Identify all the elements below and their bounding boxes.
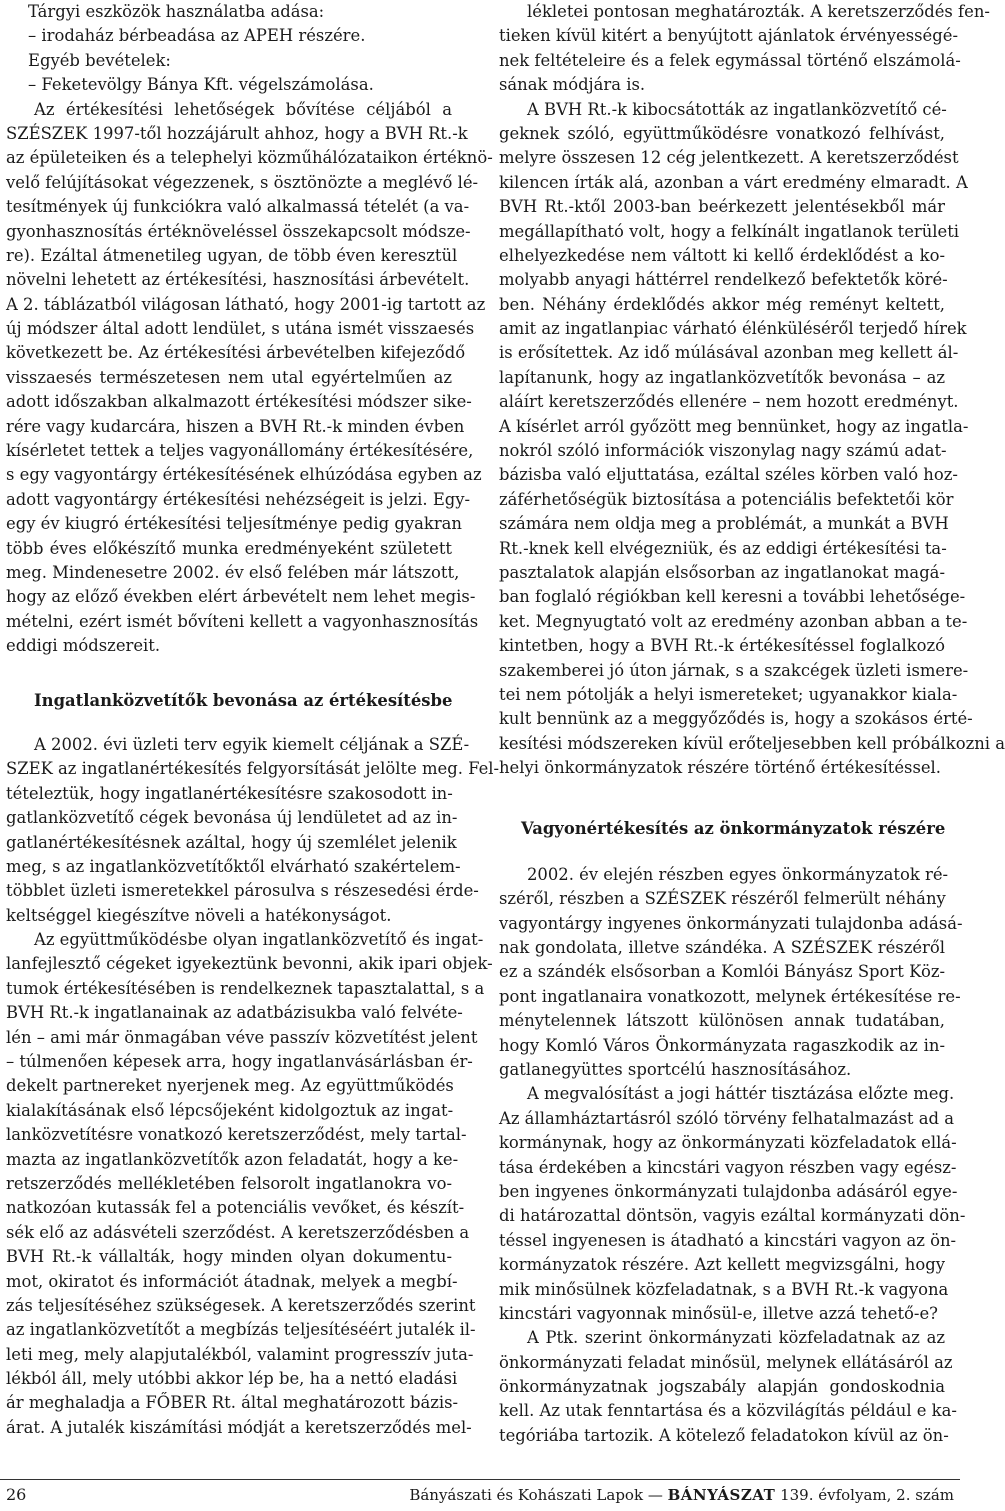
journal-issue: 139. évfolyam, 2. szám (780, 1486, 954, 1504)
paragraph-line: pasztalatok alapján elsősorban az ingatlanokat magá- (499, 562, 945, 582)
paragraph-line: növelni lehetett az értékesítési, hasznosítási árbevételt. (6, 270, 470, 290)
paragraph-line: dekelt partnereket nyerjenek meg. Az együttműködés (6, 1076, 454, 1096)
paragraph-line: megállapítható volt, hogy a felkínált ingatlanok területi (499, 221, 960, 241)
paragraph-line: BVH Rt.-ktől 2003-ban beérkezett jelentésekből már (499, 197, 945, 217)
paragraph-line: önkormányzatnak jogszabály alapján gondoskodnia (499, 1377, 945, 1397)
paragraph-line: A 2002. évi üzleti terv egyik kiemelt céljának a SZÉ- (34, 734, 470, 754)
section-heading: Ingatlanközvetítők bevonása az értékesítésbe (34, 690, 453, 710)
paragraph-line: – túlmenően képesek arra, hogy ingatlanvásárlásban ér- (6, 1052, 473, 1072)
paragraph-line: mazta az ingatlanközvetítők azon feladatát, hogy a ke- (6, 1149, 459, 1169)
paragraph-line: helyi önkormányzatok részére történő értékesítéssel. (499, 758, 942, 778)
spacer (499, 781, 945, 817)
paragraph-line: számára nem oldja meg a problémát, a munkát a BVH (499, 514, 949, 534)
paragraph-line: ban foglaló régiókban kell keresni a további lehetősége- (499, 587, 966, 607)
paragraph-line: amit az ingatlanpiac várható élénküléséről terjedő hírek (499, 319, 967, 339)
paragraph-line: molyabb anyagi háttérrel rendelkező befektetők köré- (499, 270, 948, 290)
paragraph-line: A BVH Rt.-k kibocsátották az ingatlanközvetítő cé- (527, 99, 947, 119)
paragraph-line: kell. Az utak fenntartása és a közvilágítás például e ka- (499, 1401, 957, 1421)
paragraph-line: következett be. Az értékesítési árbevételben kifejeződő (6, 343, 466, 363)
paragraph-line: pont ingatlanaira vonatkozott, melynek értékesítése re- (499, 986, 961, 1006)
paragraph-line: kesítési módszereken kívül erőteljesebben kell próbálkozni a (499, 733, 1005, 753)
intro-line: – irodaház bérbeadása az APEH részére. (28, 26, 366, 46)
paragraph-line: melyre összesen 12 cég jelentkezett. A keretszerződést (499, 148, 959, 168)
spacer (6, 659, 452, 689)
intro-line: Egyéb bevételek: (28, 50, 171, 70)
paragraph-line: lapítanunk, hogy az ingatlanközvetítők bevonása – az (499, 367, 945, 387)
paragraph-line: önkormányzati feladat minősül, melynek ellátásáról az (499, 1352, 953, 1372)
paragraph-line: kormányzatok részére. Azt kellett megvizsgálni, hogy (499, 1255, 945, 1275)
paragraph-line: Rt.-knek kell elvégezniük, és az eddigi értékesítési ta- (499, 538, 947, 558)
paragraph-line: széről, részben a SZÉSZEK részéről felmerült néhány (499, 889, 946, 909)
paragraph-line: kormánynak, hogy az önkormányzati közfeladatok ellá- (499, 1133, 957, 1153)
paragraph-line: az ingatlanközvetítőt a megbízás teljesítéséért jutalék il- (6, 1320, 476, 1340)
intro-line: Tárgyi eszközök használatba adása: (28, 2, 325, 21)
paragraph-line: keltséggel kiegészítve növeli a hatékonyságot. (6, 905, 392, 925)
paragraph-line: bázisba való eljuttatása, ezáltal széles körben való hoz- (499, 465, 958, 485)
paragraph-line: geknek szóló, együttműködésre vonatkozó felhívást, (499, 123, 945, 143)
paragraph-line: tása érdekében a kincstári vagyon részben vagy egész- (499, 1157, 957, 1177)
page-footer (0, 1470, 960, 1511)
journal-prefix: Bányászati és Kohászati Lapok (409, 1486, 644, 1504)
paragraph-line: gatlanértékesítésnek azáltal, hogy új szemlélet jelenik (6, 832, 457, 852)
paragraph-line: meg. Mindenesetre 2002. év első felében már látszott, (6, 562, 460, 582)
paragraph-line: BVH Rt.-k ingatlanainak az adatbázisukba való felvéte- (6, 1003, 463, 1023)
paragraph-line: lékból áll, mely utóbbi akkor lép be, ha a nettó eladási (6, 1369, 458, 1389)
paragraph-line: SZÉSZEK 1997-től hozzájárult ahhoz, hogy a BVH Rt.-k (6, 123, 468, 143)
paragraph-line: di határozattal döntsön, vagyis ezáltal kormányzati dön- (499, 1206, 966, 1226)
paragraph-line: BVH Rt.-k vállalták, hogy minden olyan dokumentu- (6, 1247, 452, 1267)
spacer (499, 841, 945, 863)
paragraph-line: vagyontárgy ingyenes önkormányzati tulajdonba adásá- (499, 913, 963, 933)
paragraph-line: visszaesés természetesen nem utal egyértelműen az (6, 367, 452, 387)
paragraph-line: adott vagyontárgy értékesítési nehézségeit is jelzi. Egy- (6, 489, 471, 509)
paragraph-line: záférhetőségük biztosítása a potenciális befektetői kör (499, 489, 954, 509)
paragraph-line: új módszer által adott lendület, s utána ismét visszaesés (6, 319, 475, 339)
paragraph-line: kincstári vagyonnak minősül-e, illetve azzá tehető-e? (499, 1303, 938, 1323)
paragraph-line: lanközvetítésre vonatkozó keretszerződést, mely tartal- (6, 1125, 467, 1145)
paragraph-line: aláírt keretszerződés ellenére – nem hozott eredményt. (499, 392, 959, 412)
right-column (499, 0, 1005, 1448)
paragraph-line: Az együttműködésbe olyan ingatlanközvetítő és ingat- (34, 930, 484, 950)
paragraph-line: natkozóan kutassák fel a potenciális vevőket, és készít- (6, 1198, 465, 1218)
paragraph-line: lékletei pontosan meghatározták. A keretszerződés fen- (527, 2, 990, 21)
paragraph-line: nokról szóló információk viszonylag nagy számú adat- (499, 441, 947, 461)
paragraph-line: árat. A jutalék kiszámítási módját a keretszerződés mel- (6, 1417, 472, 1437)
paragraph-line: A Ptk. szerint önkormányzati közfeladatnak az az (527, 1328, 945, 1348)
paragraph-line: mot, okiratot és információt átadnak, melyek a megbí- (6, 1271, 458, 1291)
paragraph-line: kísérletet tettek a teljes vagyonállomány értékesítésére, (6, 441, 474, 461)
journal-name: BÁNYÁSZAT (667, 1486, 776, 1504)
paragraph-line: sának módjára is. (499, 75, 646, 95)
paragraph-line: eddigi módszereit. (6, 636, 161, 656)
paragraph-line: tesítmények új funkciókra való alkalmassá tételét (a va- (6, 197, 470, 217)
paragraph-line: elhelyezkedése nem váltott ki kellő érdeklődést a ko- (499, 245, 945, 265)
paragraph-line: kult bennünk az a meggyőződés is, hogy a szokásos érté- (499, 709, 973, 729)
paragraph-line: ez a szándék elsősorban a Komlói Bányász Sport Köz- (499, 962, 945, 982)
paragraph-line: zás teljesítéséhez szükségesek. A keretszerződés szerint (6, 1295, 476, 1315)
paragraph-line: sék elő az adásvételi szerződést. A keretszerződésben a (6, 1222, 470, 1242)
paragraph-line: gyonhasznosítás értéknöveléssel összekapcsolt módsze- (6, 221, 471, 241)
paragraph-line: lanfejlesztő cégeket igyekeztünk bevonni, akik ipari objek- (6, 954, 493, 974)
paragraph-line: gatlanegyüttes sportcélú hasznosításához. (499, 1060, 852, 1080)
paragraph-line: tumok értékesítésében is rendelkeznek tapasztalattal, s a (6, 978, 485, 998)
section-heading: Vagyonértékesítés az önkormányzatok részére (521, 818, 946, 838)
paragraph-line: SZEK az ingatlanértékesítés felgyorsítását jelölte meg. Fel- (6, 759, 500, 779)
paragraph-line: gatlanközvetítő cégek bevonása új lendületet ad az in- (6, 808, 458, 828)
paragraph-line: Az értékesítési lehetőségek bővítése céljából a (34, 99, 452, 119)
paragraph-line: hogy az előző években elért árbevételt nem lehet megis- (6, 587, 476, 607)
paragraph-line: tegóriába tartozik. A kötelező feladatokon kívül az ön- (499, 1425, 949, 1445)
paragraph-line: retszerződés mellékletében felsorolt ingatlanokra vo- (6, 1173, 452, 1193)
paragraph-line: is erősítettek. Az idő múlásával azonban meg kellett ál- (499, 343, 959, 363)
paragraph-line: az épületeiken és a telephelyi közműhálózataikon értéknö- (6, 148, 493, 168)
paragraph-line: adott időszakban alkalmazott értékesítési módszer sike- (6, 392, 472, 412)
paragraph-line: hogy Komló Város Önkormányzata ragaszkodik az in- (499, 1035, 945, 1055)
paragraph-line: többlet üzleti ismeretekkel párosulva s részesedési érde- (6, 881, 479, 901)
paragraph-line: mik minősülnek közfeladatnak, s a BVH Rt.-k vagyona (499, 1279, 949, 1299)
paragraph-line: Az államháztartásról szóló törvény felhatalmazást ad a (499, 1108, 954, 1128)
paragraph-line: meg, s az ingatlanközvetítőktől elvárható szakértelem- (6, 856, 461, 876)
paragraph-line: kintetben, hogy a BVH Rt.-k értékesítéssel foglalkozó (499, 636, 945, 656)
paragraph-line: lén – ami már önmagában véve passzív közvetítést jelent (6, 1027, 478, 1047)
paragraph-line: ár meghaladja a FŐBER Rt. által meghatározott bázis- (6, 1393, 459, 1413)
paragraph-line: velő felújításokat végezzenek, s ösztönözte a meglévő lé- (6, 172, 479, 192)
paragraph-line: kialakításának első lépcsőjeként kidolgoztuk az ingat- (6, 1100, 454, 1120)
spacer (6, 713, 452, 733)
paragraph-line: re). Ezáltal átmenetileg ugyan, de több éven keresztül (6, 245, 458, 265)
paragraph-line: nek feltételeire és a felek egymással történő elszámolá- (499, 50, 961, 70)
intro-line: – Feketevölgy Bánya Kft. végelszámolása. (28, 75, 374, 95)
paragraph-line: 2002. év elején részben egyes önkormányzatok ré- (527, 864, 949, 884)
paragraph-line: mételni, ezért ismét bővíteni kellett a vagyonhasznosítás (6, 611, 479, 631)
paragraph-line: tételeztük, hogy ingatlanértékesítésre szakosodott in- (6, 783, 453, 803)
paragraph-line: A kísérlet arról győzött meg bennünket, hogy az ingatla- (499, 416, 969, 436)
journal-reference: Bányászati és Kohászati Lapok — BÁNYÁSZAT 139. évfolyam, 2. szám (409, 1486, 954, 1504)
paragraph-line: egy év kiugró értékesítési teljesítménye pedig gyakran (6, 514, 462, 534)
paragraph-line: ket. Megnyugtató volt az eredmény azonban abban a te- (499, 611, 968, 631)
paragraph-line: téssel ingyenesen is átadható a kincstári vagyon az ön- (499, 1230, 957, 1250)
paragraph-line: kilencen írták alá, azonban a várt eredmény elmaradt. A (499, 172, 968, 192)
footer-rule (0, 1479, 960, 1480)
paragraph-line: rére vagy kudarcára, hiszen a BVH Rt.-k minden évben (6, 416, 465, 436)
paragraph-line: s egy vagyontárgy értékesítésének elhúzódása egyben az (6, 465, 482, 485)
paragraph-line: nak gondolata, illetve szándéka. A SZÉSZEK részéről (499, 938, 945, 958)
paragraph-line: szakemberei jó úton járnak, s a szakcégek üzleti ismere- (499, 660, 969, 680)
paragraph-line: több éves előkészítő munka eredményeként született (6, 538, 452, 558)
page-number: 26 (6, 1485, 27, 1504)
paragraph-line: tei nem pótolják a helyi ismereteket; ugyanakkor kiala- (499, 684, 958, 704)
paragraph-line: leti meg, mely alapjutalékból, valamint progresszív juta- (6, 1344, 474, 1364)
paragraph-line: ménytelennek látszott különösen annak tudatában, (499, 1011, 945, 1031)
paragraph-line: A 2. táblázatból világosan látható, hogy 2001-ig tartott az (6, 294, 486, 314)
paragraph-line: ben ingyenes önkormányzati tulajdonba adásáról egye- (499, 1181, 958, 1201)
paragraph-line: A megvalósítást a jogi háttér tisztázása előzte meg. (527, 1084, 955, 1104)
paragraph-line: ben. Néhány érdeklődés akkor még reményt keltett, (499, 294, 945, 314)
paragraph-line: tieken kívül kitért a benyújtott ajánlatok érvényességé- (499, 26, 958, 46)
left-column (6, 0, 500, 1440)
